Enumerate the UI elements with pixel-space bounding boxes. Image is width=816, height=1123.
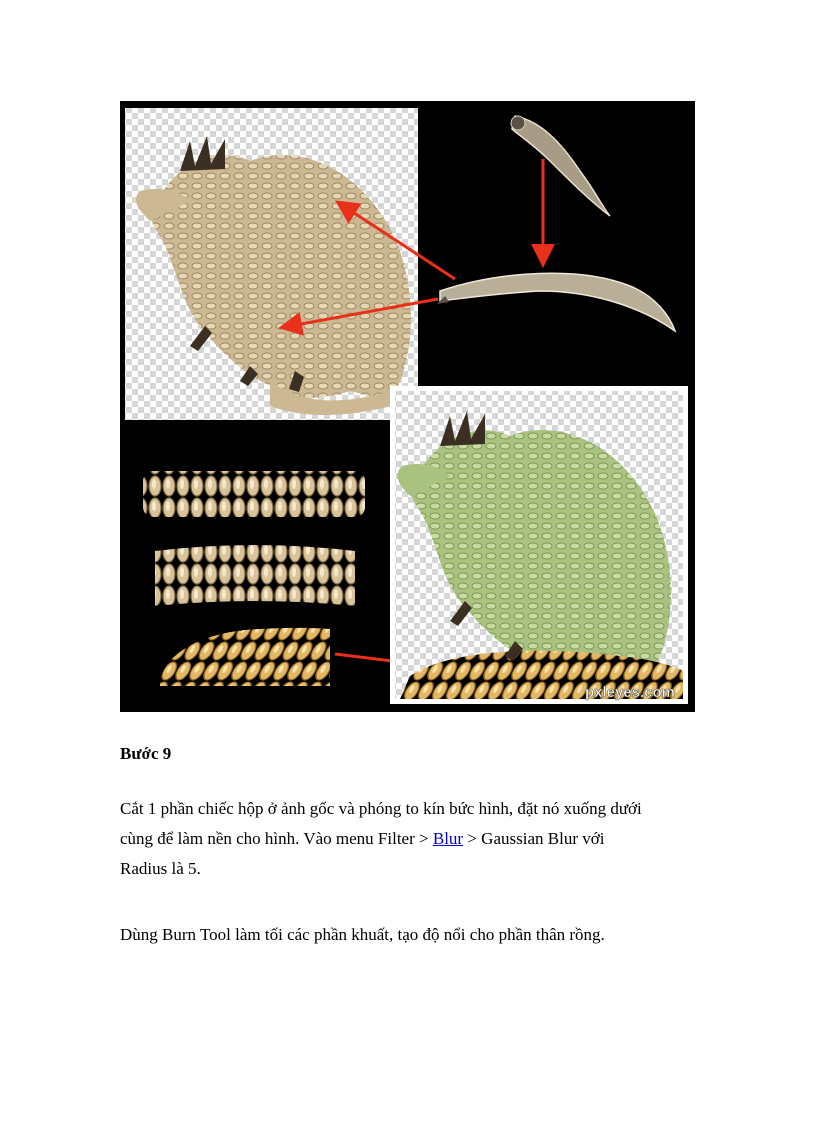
panel-original-dragon	[125, 108, 418, 420]
tutorial-figure	[120, 101, 695, 712]
step-heading: Bước 9	[120, 744, 172, 763]
coin-rows	[143, 471, 365, 686]
figure-artwork	[120, 101, 695, 712]
instruction-paragraph-1	[120, 794, 700, 884]
paragraph1-line3: Radius là 5.	[120, 859, 201, 878]
paragraph1-line2-start: cùng để làm nền cho hình. Vào menu Filter >	[120, 829, 433, 848]
blur-link[interactable]: Blur	[432, 829, 464, 848]
watermark-text: pxleyes.com	[584, 684, 675, 701]
panel-composed-dragon	[390, 386, 688, 704]
wing-pieces	[437, 116, 675, 331]
instruction-paragraph-2: Dùng Burn Tool làm tối các phần khuất, tạo độ nổi cho phần thân rồng.	[120, 925, 605, 944]
paragraph1-line1: Cắt 1 phần chiếc hộp ở ảnh gốc và phóng to kín bức hình, đặt nó xuống dưới	[120, 799, 642, 818]
paragraph1-line2-end: > Gaussian Blur với	[463, 829, 605, 848]
